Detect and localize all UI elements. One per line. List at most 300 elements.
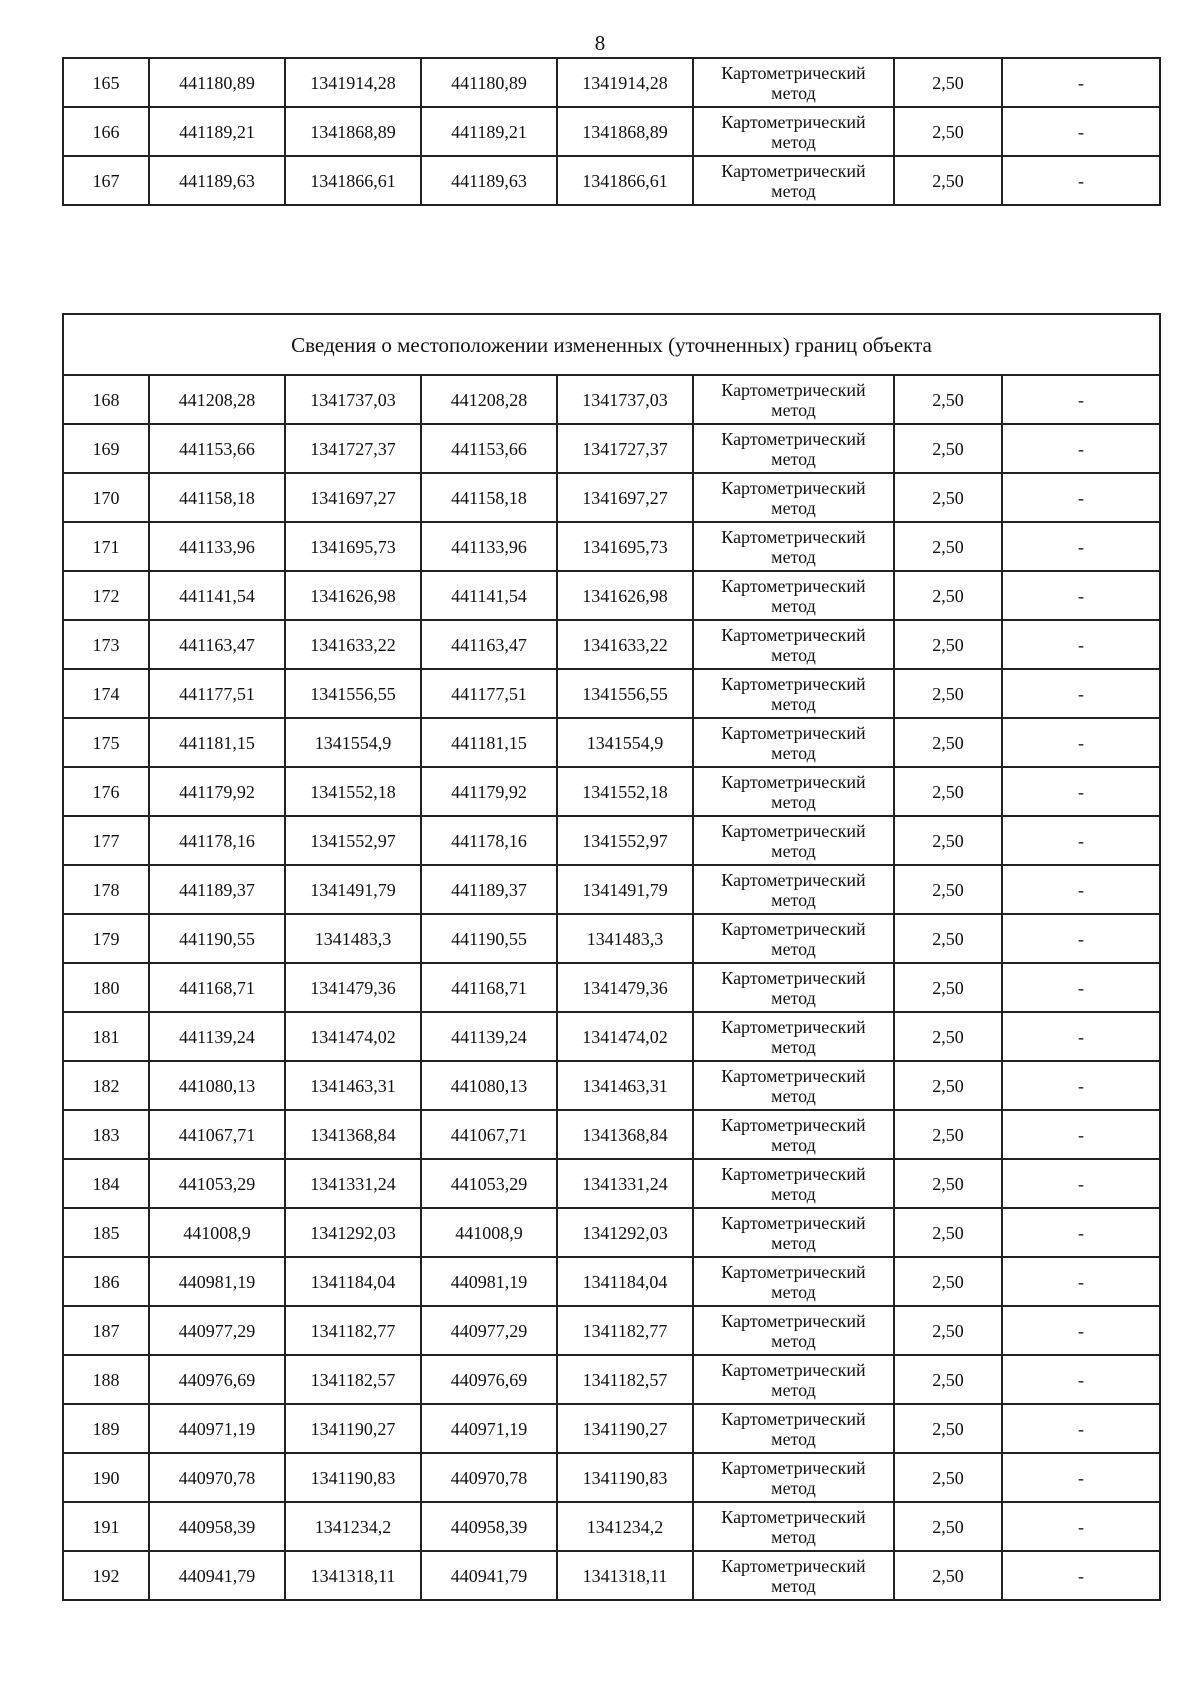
accuracy-cell: 2,50 (894, 1355, 1002, 1404)
method-line-1: Картометрический (721, 111, 866, 132)
method-line-2: метод (771, 1232, 816, 1253)
y-existing-cell: 1341184,04 (285, 1257, 421, 1306)
table-row (63, 1355, 1160, 1404)
accuracy-cell: 2,50 (894, 914, 1002, 963)
point-number-cell: 177 (63, 816, 149, 865)
method-cell (693, 107, 894, 156)
x-new-cell: 440977,29 (421, 1306, 557, 1355)
method-line-1: Картометрический (721, 1359, 866, 1380)
y-new-cell: 1341868,89 (557, 107, 693, 156)
y-existing-cell: 1341190,83 (285, 1453, 421, 1502)
y-new-cell: 1341190,83 (557, 1453, 693, 1502)
point-number-cell: 166 (63, 107, 149, 156)
x-existing-cell: 441067,71 (149, 1110, 285, 1159)
note-cell: - (1002, 1257, 1160, 1306)
y-new-cell: 1341554,9 (557, 718, 693, 767)
y-new-cell: 1341292,03 (557, 1208, 693, 1257)
x-new-cell: 441153,66 (421, 424, 557, 473)
x-new-cell: 441168,71 (421, 963, 557, 1012)
y-existing-cell: 1341552,97 (285, 816, 421, 865)
x-new-cell: 441189,63 (421, 156, 557, 205)
table-row (63, 963, 1160, 1012)
method-line-1: Картометрический (721, 1016, 866, 1037)
y-new-cell: 1341182,57 (557, 1355, 693, 1404)
accuracy-cell: 2,50 (894, 424, 1002, 473)
accuracy-cell: 2,50 (894, 1404, 1002, 1453)
method-line-1: Картометрический (721, 160, 866, 181)
method-line-2: метод (771, 131, 816, 152)
x-existing-cell: 441053,29 (149, 1159, 285, 1208)
table-row (63, 865, 1160, 914)
y-new-cell: 1341491,79 (557, 865, 693, 914)
accuracy-cell: 2,50 (894, 1061, 1002, 1110)
accuracy-cell: 2,50 (894, 58, 1002, 107)
method-line-2: метод (771, 742, 816, 763)
table-row (63, 914, 1160, 963)
y-new-cell: 1341552,18 (557, 767, 693, 816)
note-cell: - (1002, 914, 1160, 963)
method-line-1: Картометрический (721, 379, 866, 400)
method-line-1: Картометрический (721, 1261, 866, 1282)
y-new-cell: 1341626,98 (557, 571, 693, 620)
y-existing-cell: 1341234,2 (285, 1502, 421, 1551)
accuracy-cell: 2,50 (894, 767, 1002, 816)
y-new-cell: 1341331,24 (557, 1159, 693, 1208)
note-cell: - (1002, 1355, 1160, 1404)
y-new-cell: 1341190,27 (557, 1404, 693, 1453)
x-existing-cell: 441158,18 (149, 473, 285, 522)
method-line-2: метод (771, 448, 816, 469)
y-new-cell: 1341184,04 (557, 1257, 693, 1306)
method-line-2: метод (771, 595, 816, 616)
note-cell: - (1002, 571, 1160, 620)
method-line-2: метод (771, 1281, 816, 1302)
y-new-cell: 1341697,27 (557, 473, 693, 522)
point-number-cell: 178 (63, 865, 149, 914)
method-line-2: метод (771, 644, 816, 665)
y-new-cell: 1341695,73 (557, 522, 693, 571)
y-new-cell: 1341368,84 (557, 1110, 693, 1159)
method-line-1: Картометрический (721, 820, 866, 841)
point-number-cell: 174 (63, 669, 149, 718)
x-new-cell: 441179,92 (421, 767, 557, 816)
method-cell (693, 571, 894, 620)
table-row (63, 1061, 1160, 1110)
method-cell (693, 718, 894, 767)
y-existing-cell: 1341556,55 (285, 669, 421, 718)
point-number-cell: 191 (63, 1502, 149, 1551)
note-cell: - (1002, 718, 1160, 767)
x-existing-cell: 440976,69 (149, 1355, 285, 1404)
method-line-2: метод (771, 1526, 816, 1547)
accuracy-cell: 2,50 (894, 571, 1002, 620)
method-cell (693, 375, 894, 424)
note-cell: - (1002, 1551, 1160, 1600)
accuracy-cell: 2,50 (894, 1208, 1002, 1257)
method-cell (693, 669, 894, 718)
y-existing-cell: 1341914,28 (285, 58, 421, 107)
y-existing-cell: 1341463,31 (285, 1061, 421, 1110)
method-cell (693, 58, 894, 107)
method-line-2: метод (771, 889, 816, 910)
y-existing-cell: 1341866,61 (285, 156, 421, 205)
table-row (63, 107, 1160, 156)
method-cell (693, 1257, 894, 1306)
y-new-cell: 1341633,22 (557, 620, 693, 669)
accuracy-cell: 2,50 (894, 1159, 1002, 1208)
table-caption-row (63, 314, 1160, 375)
x-existing-cell: 441008,9 (149, 1208, 285, 1257)
accuracy-cell: 2,50 (894, 718, 1002, 767)
x-existing-cell: 441177,51 (149, 669, 285, 718)
method-cell (693, 522, 894, 571)
x-existing-cell: 441189,21 (149, 107, 285, 156)
accuracy-cell: 2,50 (894, 473, 1002, 522)
page-number: 8 (594, 31, 606, 55)
method-line-2: метод (771, 1036, 816, 1057)
x-new-cell: 440941,79 (421, 1551, 557, 1600)
method-line-2: метод (771, 399, 816, 420)
point-number-cell: 192 (63, 1551, 149, 1600)
method-cell (693, 424, 894, 473)
method-line-1: Картометрический (721, 1457, 866, 1478)
accuracy-cell: 2,50 (894, 816, 1002, 865)
method-cell (693, 620, 894, 669)
x-existing-cell: 441179,92 (149, 767, 285, 816)
method-line-1: Картометрический (721, 428, 866, 449)
point-number-cell: 171 (63, 522, 149, 571)
point-number-cell: 169 (63, 424, 149, 473)
x-existing-cell: 440981,19 (149, 1257, 285, 1306)
method-cell (693, 1453, 894, 1502)
x-new-cell: 441158,18 (421, 473, 557, 522)
note-cell: - (1002, 1208, 1160, 1257)
method-cell (693, 1061, 894, 1110)
method-line-1: Картометрический (721, 624, 866, 645)
table-row (63, 669, 1160, 718)
table-row (63, 1257, 1160, 1306)
point-number-cell: 173 (63, 620, 149, 669)
x-new-cell: 441163,47 (421, 620, 557, 669)
y-new-cell: 1341552,97 (557, 816, 693, 865)
y-existing-cell: 1341868,89 (285, 107, 421, 156)
method-line-1: Картометрический (721, 1408, 866, 1429)
point-number-cell: 187 (63, 1306, 149, 1355)
method-line-2: метод (771, 693, 816, 714)
y-new-cell: 1341556,55 (557, 669, 693, 718)
y-new-cell: 1341474,02 (557, 1012, 693, 1061)
y-new-cell: 1341866,61 (557, 156, 693, 205)
method-line-1: Картометрический (721, 918, 866, 939)
x-existing-cell: 441178,16 (149, 816, 285, 865)
x-new-cell: 440970,78 (421, 1453, 557, 1502)
x-new-cell: 441208,28 (421, 375, 557, 424)
x-existing-cell: 441139,24 (149, 1012, 285, 1061)
accuracy-cell: 2,50 (894, 1551, 1002, 1600)
x-existing-cell: 441141,54 (149, 571, 285, 620)
method-line-1: Картометрический (721, 1310, 866, 1331)
accuracy-cell: 2,50 (894, 620, 1002, 669)
y-new-cell: 1341727,37 (557, 424, 693, 473)
accuracy-cell: 2,50 (894, 156, 1002, 205)
table-row (63, 620, 1160, 669)
y-new-cell: 1341479,36 (557, 963, 693, 1012)
y-existing-cell: 1341727,37 (285, 424, 421, 473)
accuracy-cell: 2,50 (894, 522, 1002, 571)
x-new-cell: 441080,13 (421, 1061, 557, 1110)
accuracy-cell: 2,50 (894, 1257, 1002, 1306)
note-cell: - (1002, 865, 1160, 914)
y-new-cell: 1341483,3 (557, 914, 693, 963)
point-number-cell: 179 (63, 914, 149, 963)
x-existing-cell: 441189,63 (149, 156, 285, 205)
accuracy-cell: 2,50 (894, 963, 1002, 1012)
table-row (63, 1208, 1160, 1257)
method-line-2: метод (771, 1330, 816, 1351)
y-existing-cell: 1341182,57 (285, 1355, 421, 1404)
note-cell: - (1002, 1404, 1160, 1453)
y-new-cell: 1341318,11 (557, 1551, 693, 1600)
y-new-cell: 1341234,2 (557, 1502, 693, 1551)
table-row (63, 1306, 1160, 1355)
x-existing-cell: 441133,96 (149, 522, 285, 571)
x-existing-cell: 441153,66 (149, 424, 285, 473)
accuracy-cell: 2,50 (894, 865, 1002, 914)
table-row (63, 1012, 1160, 1061)
table-row (63, 424, 1160, 473)
table-row (63, 1404, 1160, 1453)
y-existing-cell: 1341695,73 (285, 522, 421, 571)
note-cell: - (1002, 1159, 1160, 1208)
x-existing-cell: 441080,13 (149, 1061, 285, 1110)
note-cell: - (1002, 1306, 1160, 1355)
method-cell (693, 767, 894, 816)
method-line-1: Картометрический (721, 1163, 866, 1184)
x-existing-cell: 441181,15 (149, 718, 285, 767)
x-new-cell: 441053,29 (421, 1159, 557, 1208)
y-new-cell: 1341463,31 (557, 1061, 693, 1110)
point-number-cell: 181 (63, 1012, 149, 1061)
method-line-1: Картометрический (721, 1065, 866, 1086)
accuracy-cell: 2,50 (894, 1502, 1002, 1551)
x-new-cell: 441067,71 (421, 1110, 557, 1159)
note-cell: - (1002, 1502, 1160, 1551)
x-new-cell: 441181,15 (421, 718, 557, 767)
method-cell (693, 1551, 894, 1600)
x-existing-cell: 440958,39 (149, 1502, 285, 1551)
table-row (63, 718, 1160, 767)
method-line-1: Картометрический (721, 673, 866, 694)
y-existing-cell: 1341633,22 (285, 620, 421, 669)
note-cell: - (1002, 58, 1160, 107)
table-row (63, 375, 1160, 424)
accuracy-cell: 2,50 (894, 375, 1002, 424)
point-number-cell: 168 (63, 375, 149, 424)
method-line-2: метод (771, 1428, 816, 1449)
method-line-2: метод (771, 82, 816, 103)
y-existing-cell: 1341182,77 (285, 1306, 421, 1355)
point-number-cell: 167 (63, 156, 149, 205)
method-cell (693, 1502, 894, 1551)
x-existing-cell: 441189,37 (149, 865, 285, 914)
method-cell (693, 1404, 894, 1453)
method-line-2: метод (771, 546, 816, 567)
note-cell: - (1002, 473, 1160, 522)
method-cell (693, 1012, 894, 1061)
y-existing-cell: 1341479,36 (285, 963, 421, 1012)
x-new-cell: 440958,39 (421, 1502, 557, 1551)
method-line-2: метод (771, 1575, 816, 1596)
accuracy-cell: 2,50 (894, 669, 1002, 718)
y-existing-cell: 1341368,84 (285, 1110, 421, 1159)
note-cell: - (1002, 669, 1160, 718)
method-line-2: метод (771, 180, 816, 201)
table-row (63, 1453, 1160, 1502)
point-number-cell: 182 (63, 1061, 149, 1110)
table-row (63, 522, 1160, 571)
x-new-cell: 441141,54 (421, 571, 557, 620)
method-line-1: Картометрический (721, 771, 866, 792)
note-cell: - (1002, 1061, 1160, 1110)
point-number-cell: 186 (63, 1257, 149, 1306)
method-line-2: метод (771, 1085, 816, 1106)
y-existing-cell: 1341554,9 (285, 718, 421, 767)
method-line-1: Картометрический (721, 1212, 866, 1233)
method-cell (693, 156, 894, 205)
table-row (63, 156, 1160, 205)
accuracy-cell: 2,50 (894, 1306, 1002, 1355)
method-line-1: Картометрический (721, 967, 866, 988)
x-existing-cell: 440971,19 (149, 1404, 285, 1453)
method-cell (693, 473, 894, 522)
y-existing-cell: 1341737,03 (285, 375, 421, 424)
y-existing-cell: 1341552,18 (285, 767, 421, 816)
method-line-1: Картометрический (721, 1506, 866, 1527)
x-new-cell: 440981,19 (421, 1257, 557, 1306)
table-row (63, 1551, 1160, 1600)
table-row (63, 1502, 1160, 1551)
method-line-1: Картометрический (721, 1114, 866, 1135)
x-existing-cell: 441180,89 (149, 58, 285, 107)
point-number-cell: 165 (63, 58, 149, 107)
note-cell: - (1002, 620, 1160, 669)
x-existing-cell: 440970,78 (149, 1453, 285, 1502)
point-number-cell: 172 (63, 571, 149, 620)
x-existing-cell: 441168,71 (149, 963, 285, 1012)
x-existing-cell: 440977,29 (149, 1306, 285, 1355)
x-existing-cell: 441163,47 (149, 620, 285, 669)
changed-boundaries-table (62, 313, 1161, 1601)
accuracy-cell: 2,50 (894, 1012, 1002, 1061)
y-existing-cell: 1341626,98 (285, 571, 421, 620)
method-line-2: метод (771, 1379, 816, 1400)
table-row (63, 571, 1160, 620)
method-line-1: Картометрический (721, 526, 866, 547)
note-cell: - (1002, 963, 1160, 1012)
table-row (63, 1110, 1160, 1159)
y-new-cell: 1341737,03 (557, 375, 693, 424)
table-row (63, 1159, 1160, 1208)
note-cell: - (1002, 1110, 1160, 1159)
x-new-cell: 441139,24 (421, 1012, 557, 1061)
y-existing-cell: 1341491,79 (285, 865, 421, 914)
method-cell (693, 1355, 894, 1404)
method-line-1: Картометрический (721, 869, 866, 890)
method-cell (693, 1159, 894, 1208)
y-existing-cell: 1341697,27 (285, 473, 421, 522)
y-new-cell: 1341914,28 (557, 58, 693, 107)
x-new-cell: 441189,21 (421, 107, 557, 156)
x-new-cell: 441189,37 (421, 865, 557, 914)
y-existing-cell: 1341474,02 (285, 1012, 421, 1061)
x-existing-cell: 440941,79 (149, 1551, 285, 1600)
y-existing-cell: 1341190,27 (285, 1404, 421, 1453)
point-number-cell: 175 (63, 718, 149, 767)
method-line-2: метод (771, 1477, 816, 1498)
method-cell (693, 914, 894, 963)
note-cell: - (1002, 1012, 1160, 1061)
method-line-2: метод (771, 497, 816, 518)
method-line-2: метод (771, 840, 816, 861)
method-cell (693, 1110, 894, 1159)
accuracy-cell: 2,50 (894, 1453, 1002, 1502)
x-new-cell: 441008,9 (421, 1208, 557, 1257)
table-row (63, 473, 1160, 522)
note-cell: - (1002, 767, 1160, 816)
note-cell: - (1002, 816, 1160, 865)
note-cell: - (1002, 522, 1160, 571)
method-line-1: Картометрический (721, 477, 866, 498)
method-line-2: метод (771, 938, 816, 959)
y-new-cell: 1341182,77 (557, 1306, 693, 1355)
method-line-2: метод (771, 1134, 816, 1155)
point-number-cell: 170 (63, 473, 149, 522)
x-new-cell: 440976,69 (421, 1355, 557, 1404)
method-line-1: Картометрический (721, 722, 866, 743)
x-existing-cell: 441208,28 (149, 375, 285, 424)
method-cell (693, 1208, 894, 1257)
method-line-1: Картометрический (721, 62, 866, 83)
method-line-1: Картометрический (721, 575, 866, 596)
point-number-cell: 185 (63, 1208, 149, 1257)
point-number-cell: 180 (63, 963, 149, 1012)
point-number-cell: 184 (63, 1159, 149, 1208)
method-cell (693, 1306, 894, 1355)
point-number-cell: 183 (63, 1110, 149, 1159)
y-existing-cell: 1341483,3 (285, 914, 421, 963)
y-existing-cell: 1341292,03 (285, 1208, 421, 1257)
x-new-cell: 441133,96 (421, 522, 557, 571)
point-number-cell: 176 (63, 767, 149, 816)
table-row (63, 767, 1160, 816)
method-cell (693, 816, 894, 865)
note-cell: - (1002, 1453, 1160, 1502)
x-new-cell: 441190,55 (421, 914, 557, 963)
note-cell: - (1002, 424, 1160, 473)
method-line-2: метод (771, 987, 816, 1008)
accuracy-cell: 2,50 (894, 107, 1002, 156)
method-line-2: метод (771, 791, 816, 812)
x-new-cell: 441180,89 (421, 58, 557, 107)
method-line-2: метод (771, 1183, 816, 1204)
note-cell: - (1002, 375, 1160, 424)
note-cell: - (1002, 107, 1160, 156)
point-number-cell: 189 (63, 1404, 149, 1453)
point-number-cell: 188 (63, 1355, 149, 1404)
method-line-1: Картометрический (721, 1555, 866, 1576)
method-cell (693, 865, 894, 914)
note-cell: - (1002, 156, 1160, 205)
